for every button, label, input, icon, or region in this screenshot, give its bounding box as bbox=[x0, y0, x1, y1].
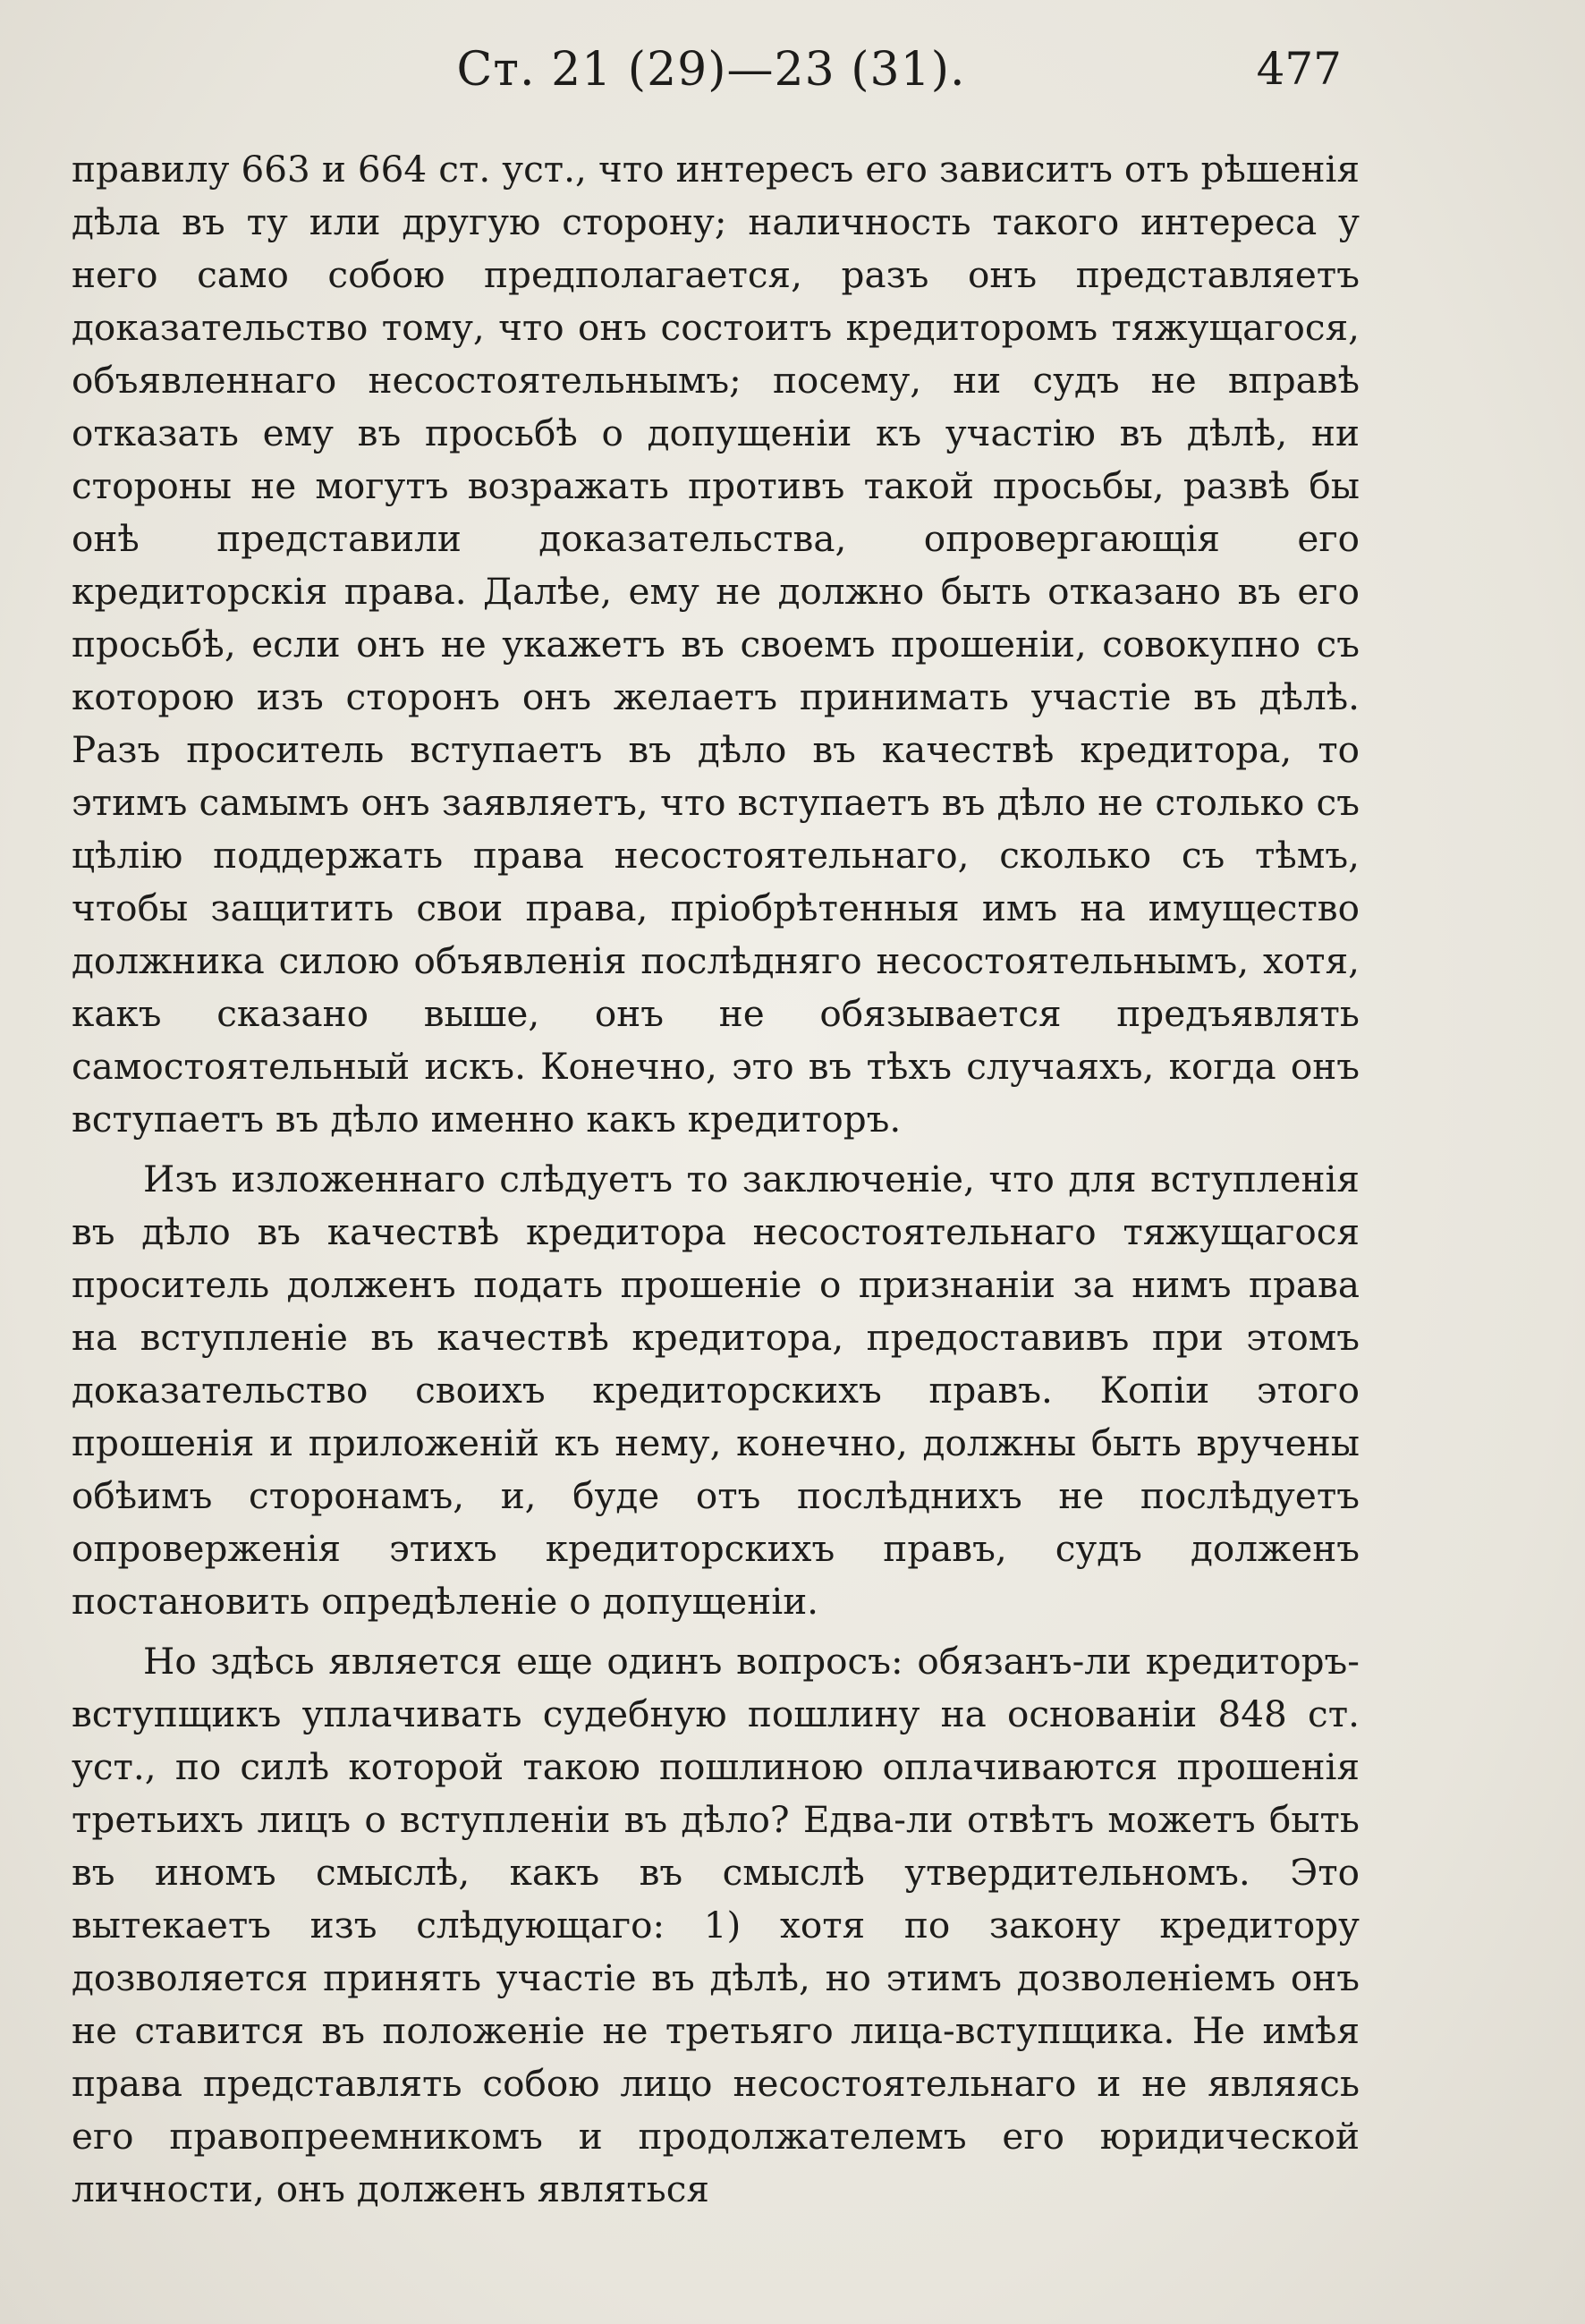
page-body bbox=[72, 143, 1360, 2216]
page-number: 477 bbox=[1256, 43, 1342, 95]
paragraph-question: Но здѣсь является еще одинъ вопросъ: обязанъ-ли кредиторъ-вступщикъ уплачивать судебную пошлину на основаніи 848 ст. уст., по силѣ которой такою пошлиною оплачиваются прошенія третьихъ лицъ о вступленіи въ дѣло? Едва-ли отвѣтъ можетъ быть въ иномъ смыслѣ, какъ въ смыслѣ утвердительномъ. Это вытекаетъ изъ слѣдующаго: 1) хотя по закону кредитору дозволяется принять участіе въ дѣлѣ, но этимъ дозволеніемъ онъ не ставится въ положеніе не третьяго лица-вступщика. Не имѣя права представлять собою лицо несостоятельнаго и не являясь его правопреемникомъ и продолжателемъ его юридической личности, онъ долженъ являться bbox=[72, 1640, 1360, 2210]
paragraph-continued: правилу 663 и 664 ст. уст., что интересъ его зависитъ отъ рѣшенія дѣла въ ту или другую сторону; наличность такого интереса у него само собою предполагается, разъ онъ представляетъ доказательство тому, что онъ состоитъ кредиторомъ тяжущагося, объявленнаго несостоятельнымъ; посему, ни судъ не вправѣ отказать ему въ просьбѣ о допущеніи къ участію въ дѣлѣ, ни стороны не могутъ возражать противъ такой просьбы, развѣ бы онѣ представили доказательства, опровергающія его кредиторскія права. Далѣе, ему не должно быть отказано въ его просьбѣ, если онъ не укажетъ въ своемъ прошеніи, совокупно съ которою изъ сторонъ онъ желаетъ принимать участіе въ дѣлѣ. Разъ проситель вступаетъ въ дѣло въ качествѣ кредитора, то этимъ самымъ онъ заявляетъ, что вступаетъ въ дѣло не столько съ цѣлію поддержать права несостоятельнаго, сколько съ тѣмъ, чтобы защитить свои права, пріобрѣтенныя имъ на имущество должника силою объявленія послѣдняго несостоятельнымъ, хотя, какъ сказано выше, онъ не обязывается предъявлять самостоятельный искъ. Конечно, это въ тѣхъ случаяхъ, когда онъ вступаетъ въ дѣло именно какъ кредиторъ. bbox=[72, 148, 1360, 1141]
paragraph-conclusion: Изъ изложеннаго слѣдуетъ то заключеніе, что для вступленія въ дѣло въ качествѣ кредитора несостоятельнаго тяжущагося проситель долженъ подать прошеніе о признаніи за нимъ права на вступленіе въ качествѣ кредитора, предоставивъ при этомъ доказательство своихъ кредиторскихъ правъ. Копіи этого прошенія и приложеній къ нему, конечно, должны быть вручены обѣимъ сторонамъ, и, буде отъ послѣднихъ не послѣдуетъ опроверженія этихъ кредиторскихъ правъ, судъ долженъ постановить опредѣленіе о допущеніи. bbox=[72, 1158, 1360, 1623]
running-head: Ст. 21 (29)—23 (31). bbox=[456, 43, 966, 97]
page-header bbox=[81, 43, 1342, 115]
